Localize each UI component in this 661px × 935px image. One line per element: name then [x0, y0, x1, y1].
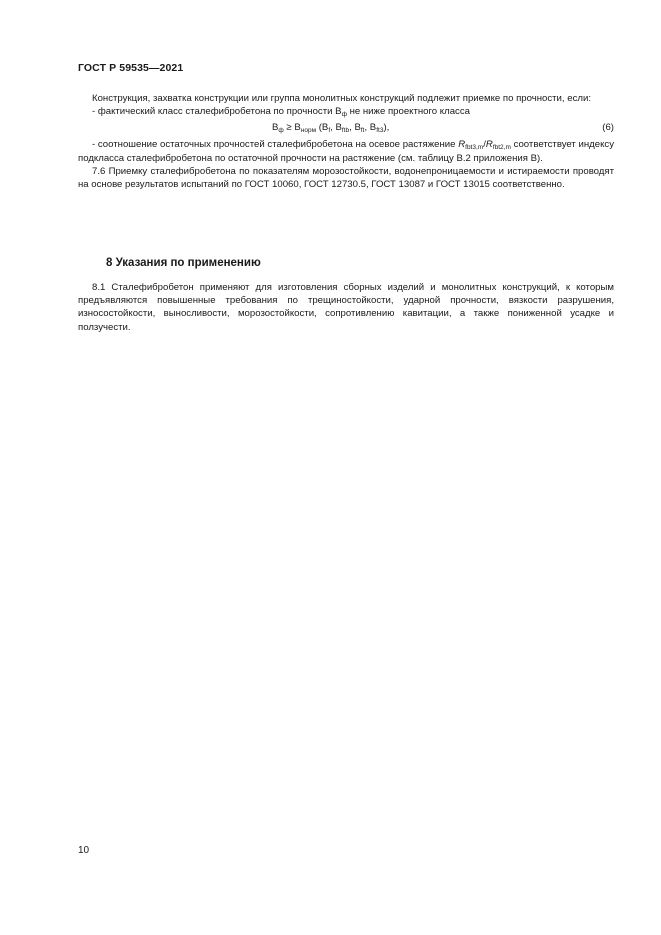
formula-sub-1: f — [328, 127, 331, 135]
formula-open: (B — [316, 122, 329, 134]
formula-b: B — [272, 122, 279, 134]
residual-text: - соотношение остаточных прочностей сталефибробетона на осевое растяжение — [92, 139, 459, 151]
paragraph-8-1: 8.1 Сталефибробетон применяют для изготовления сборных изделий и монолитных конструкций, к которым предъявляются повышенные требования по трещиностойкости, ударной прочности, вязкости разрушения, износостойкости, выносливости, морозостойкости, сопротивлению кавитации, а также пониженной усадке и ползучести. — [78, 282, 614, 333]
formula-6 — [272, 121, 389, 134]
formula-rel: ≥ B — [283, 122, 301, 134]
formula-comma-2: , B — [349, 122, 361, 134]
formula-sub-4: ft3 — [376, 127, 384, 135]
formula-sub-f: ф — [278, 127, 284, 135]
formula-comma-1: , B — [330, 122, 342, 134]
paragraph-acceptance-intro: Конструкция, захватка конструкции или группа монолитных конструкций подлежит приемке по прочности, если: — [92, 93, 592, 104]
paragraph-residual-strength — [78, 138, 614, 164]
residual-slash: / — [483, 139, 486, 151]
formula-sub-3: ft — [360, 127, 365, 135]
page-number: 10 — [78, 845, 90, 856]
class-condition-text: - фактический класс сталефибробетона по прочности B — [92, 106, 342, 118]
formula-number: (6) — [602, 122, 614, 134]
paragraph-class-condition — [78, 105, 614, 118]
residual-suffix: соответствует индексу подкласса сталефибробетона по остаточной прочности на растяжение (см. таблицу В.2 приложения В). — [78, 139, 614, 164]
formula-comma-3: , B — [364, 122, 377, 134]
document-header: ГОСТ Р 59535—2021 — [78, 62, 184, 74]
formula-sub-norm: норм — [300, 127, 317, 135]
formula-close: ), — [383, 122, 390, 134]
class-condition-suffix: не ниже проектного класса — [346, 106, 470, 118]
paragraph-7-6: 7.6 Приемку сталефибробетона по показателям морозостойкости, водонепроницаемости и истираемости проводят на основе результатов испытаний по ГОСТ 10060, ГОСТ 12730.5, ГОСТ 13087 и ГОСТ 13015 соответственно. — [78, 165, 614, 191]
section-8-body — [78, 281, 614, 334]
acceptance-block — [78, 92, 614, 191]
formula-sub-2: ftb — [341, 127, 350, 135]
section-8-title: 8 Указания по применению — [106, 257, 261, 269]
residual-r1-sub: fbt3,m — [465, 144, 484, 152]
formula-line — [78, 121, 614, 135]
class-condition-subscript: ф — [341, 111, 347, 119]
residual-r1: R — [458, 139, 466, 151]
residual-r2-sub: fbt2,m — [492, 144, 511, 152]
residual-r2: R — [485, 139, 493, 151]
